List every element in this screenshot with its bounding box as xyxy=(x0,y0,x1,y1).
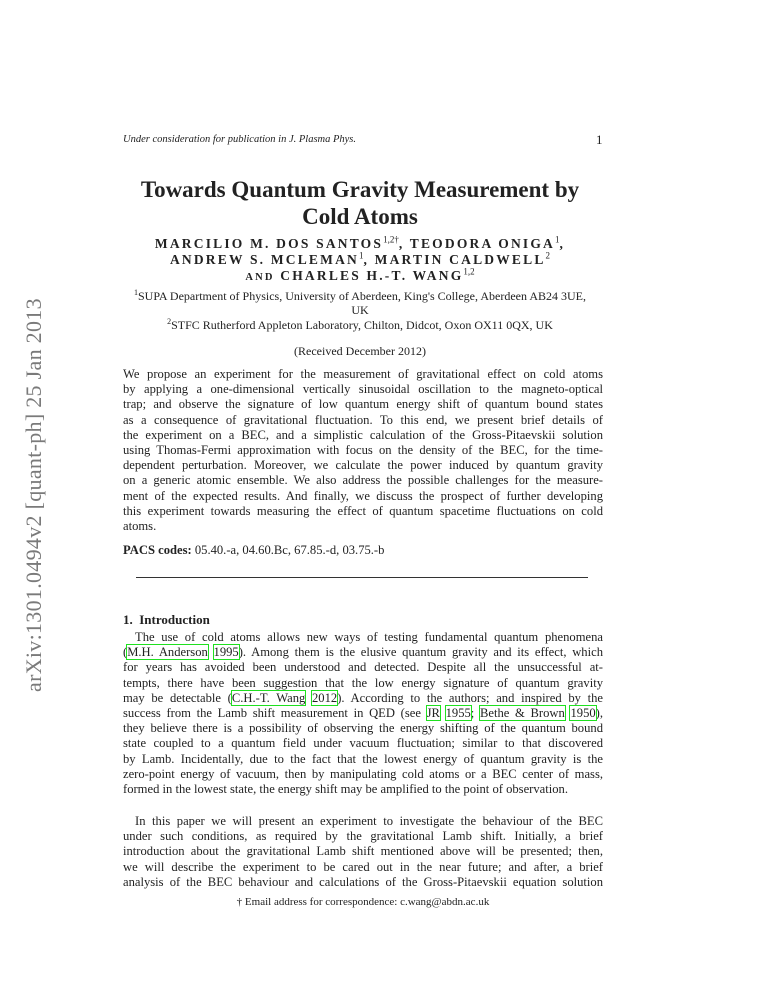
author: CHARLES H.-T. WANG xyxy=(280,268,464,283)
affil-sup: 2 xyxy=(167,317,172,326)
body-line: analysis of the BEC behaviour and calculations of the Gross-Pitaevskii equation solution xyxy=(123,874,603,889)
body-line: under such conditions, as required by the gravitational Lamb shift. Initially, a brief xyxy=(123,829,603,844)
body-line: state coupled to a quantum field under vacuum fluctuation; similar to that discovered xyxy=(123,736,603,751)
section-number: 1. xyxy=(123,612,133,627)
citation-year-link[interactable]: 1950 xyxy=(570,705,596,720)
text: ). According to the authors; and inspired by the xyxy=(337,690,604,705)
abstract-line: We propose an experiment for the measurement of gravitational effect on cold atoms xyxy=(123,367,603,381)
text: ), xyxy=(595,705,603,720)
abstract-line: by applying a one-dimensional vertically sinusoidal oscillation to the magneto-optical xyxy=(123,382,603,397)
author-sup: 2 xyxy=(545,250,551,261)
citation-link[interactable]: Bethe & Brown xyxy=(479,705,565,720)
abstract-line: trap; and observe the signature of low quantum energy shift of quantum bound states xyxy=(123,397,603,412)
sep: , xyxy=(363,252,370,267)
citation-link[interactable]: M.H. Anderson xyxy=(127,645,208,660)
abstract-line: atoms. xyxy=(123,518,157,533)
affil-text: UK xyxy=(351,303,369,317)
section-heading xyxy=(123,612,210,628)
page-number: 1 xyxy=(596,132,603,147)
abstract-line: this experiment towards measuring the effect of quantum spacetime fluctuations on cold xyxy=(123,503,603,518)
author-sup: 1,2 xyxy=(463,266,475,277)
title-line: Towards Quantum Gravity Measurement by xyxy=(140,177,580,202)
affil-text: STFC Rutherford Appleton Laboratory, Chilton, Didcot, Oxon OX11 0QX, UK xyxy=(171,318,553,332)
pacs-codes xyxy=(123,543,384,558)
abstract-line: ment of the expected results. And finally, we discuss the prospect of further developing xyxy=(123,488,603,503)
author: MARCILIO M. DOS SANTOS xyxy=(154,236,384,251)
author-sup: 1 xyxy=(555,234,560,245)
sep: , xyxy=(398,236,405,251)
author: TEODORA ONIGA xyxy=(409,236,556,251)
pacs-values: 05.40.-a, 04.60.Bc, 67.85.-d, 03.75.-b xyxy=(194,543,385,557)
arxiv-stamp: arXiv:1301.0494v2 [quant-ph] 25 Jan 2013 xyxy=(21,298,46,692)
body-line: formed in the lowest state, the energy shift may be amplified to the point of observation. xyxy=(123,781,568,796)
body-line: introduction about the gravitational Lamb shift mentioned above will be presented; then, xyxy=(123,844,603,859)
text: ; xyxy=(470,705,480,720)
body-line: by Lamb. Incidentally, due to the fact that the lowest energy of quantum gravity is the xyxy=(123,751,603,766)
citation-year-link[interactable]: 2012 xyxy=(312,690,338,705)
body-line: In this paper we will present an experiment to investigate the behaviour of the BEC xyxy=(135,814,603,828)
title-line: Cold Atoms xyxy=(302,204,418,229)
body-line: tempts, there have been suggestion that the low energy signature of quantum gravity xyxy=(123,675,603,690)
abstract-line: as a consequence of gravitational fluctuation. To this end, we present brief details of xyxy=(123,412,603,427)
affiliation-1 xyxy=(110,289,610,317)
abstract-line: using Thomas-Fermi approximation with focus on the density of the BEC, for the time- xyxy=(123,442,603,457)
text: ( xyxy=(123,645,128,660)
paper-title xyxy=(110,176,610,230)
running-head: Under consideration for publication in J. Plasma Phys. xyxy=(123,134,357,145)
author: ANDREW S. MCLEMAN xyxy=(169,252,359,267)
body-line: zero-point energy of vacuum, then by manipulating cold atoms or a BEC center of mass, xyxy=(123,766,603,781)
citation-year-link[interactable]: 1955 xyxy=(445,705,471,720)
abstract xyxy=(123,367,603,534)
author-list xyxy=(110,236,610,286)
and-word: AND xyxy=(245,272,275,283)
author: MARTIN CALDWELL xyxy=(374,252,546,267)
pacs-label: PACS codes: xyxy=(123,543,192,557)
body-line xyxy=(123,691,603,706)
text: ). Among them is the elusive quantum gravity and its effect, which xyxy=(238,645,603,660)
received-date: (Received December 2012) xyxy=(294,344,426,358)
citation-year-link[interactable]: 1995 xyxy=(213,645,239,660)
body-line xyxy=(123,645,603,660)
sep: , xyxy=(559,236,566,251)
section-title: Introduction xyxy=(139,612,210,627)
intro-paragraph-1 xyxy=(123,630,603,797)
citation-link[interactable]: JR xyxy=(426,705,440,720)
intro-paragraph-2 xyxy=(123,814,603,890)
affil-text: SUPA Department of Physics, University of Aberdeen, King's College, Aberdeen AB24 3UE, xyxy=(137,289,586,303)
body-line: they believe there is a possibility of observing the energy shifting of the quantum bound xyxy=(123,721,603,736)
text: success from the Lamb shift measurement in QED (see xyxy=(123,705,427,720)
body-line: The use of cold atoms allows new ways of testing fundamental quantum phenomena xyxy=(135,630,603,644)
affiliation-2 xyxy=(110,318,610,332)
abstract-line: dependent perturbation. Moreover, we calculate the power induced by quantum gravity xyxy=(123,458,603,473)
divider xyxy=(136,577,588,578)
body-line: we will describe the experiment to be cared out in the near future; and after, a brief xyxy=(123,859,603,874)
citation-link[interactable]: C.H.-T. Wang xyxy=(231,690,306,705)
text: may be detectable ( xyxy=(123,690,232,705)
abstract-line: the experiment on a BEC, and a simplistic calculation of the Gross-Pitaevskii solution xyxy=(123,427,603,442)
author-sup: 1,2 xyxy=(383,234,395,245)
author-sup: 1 xyxy=(358,250,364,261)
affil-sup: 1 xyxy=(133,288,138,297)
abstract-line: on a generic atomic ensemble. We also address the possible challenges for the measure- xyxy=(123,473,603,488)
footnote: † Email address for correspondence: c.wang@abdn.ac.uk xyxy=(236,896,490,908)
footnote-mark[interactable]: † xyxy=(394,234,399,245)
body-line: for years has avoided been understood and detected. Despite all the unsuccessful at- xyxy=(123,660,603,675)
body-line xyxy=(123,706,603,721)
